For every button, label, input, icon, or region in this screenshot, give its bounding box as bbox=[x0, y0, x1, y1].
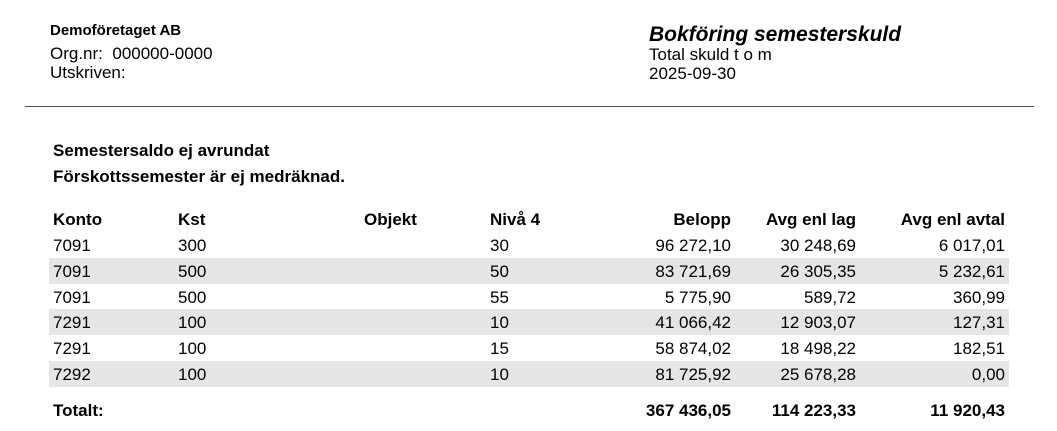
total-avg-avtal: 11 920,43 bbox=[930, 401, 1005, 420]
cell-kst: 500 bbox=[178, 261, 207, 281]
column-header-avg-lag: Avg enl lag bbox=[765, 210, 856, 229]
cell-konto: 7292 bbox=[53, 364, 91, 384]
table-row bbox=[49, 309, 1009, 335]
header-divider bbox=[25, 106, 1034, 107]
cell-avg-lag: 25 678,28 bbox=[780, 364, 856, 384]
cell-avg-avtal: 127,31 bbox=[953, 313, 1005, 333]
printed-label: Utskriven: bbox=[50, 63, 126, 82]
cell-kst: 100 bbox=[178, 364, 207, 384]
cell-belopp: 96 272,10 bbox=[655, 236, 731, 255]
cell-avg-lag: 589,72 bbox=[804, 287, 856, 307]
report-title: Bokföring semesterskuld bbox=[649, 23, 902, 46]
cell-avg-lag: 26 305,35 bbox=[780, 261, 856, 281]
cell-belopp: 41 066,42 bbox=[655, 313, 731, 333]
cell-konto: 7091 bbox=[53, 287, 91, 307]
liability-table bbox=[49, 206, 1009, 387]
company-name: Demoföretaget AB bbox=[50, 22, 182, 39]
cell-belopp: 58 874,02 bbox=[655, 339, 731, 359]
cell-konto: 7291 bbox=[53, 339, 91, 359]
column-header-konto: Konto bbox=[53, 210, 103, 229]
table-row bbox=[49, 284, 1009, 310]
org-number-label: Org.nr: bbox=[50, 44, 103, 63]
cell-niva: 55 bbox=[490, 287, 509, 307]
cell-niva: 10 bbox=[490, 313, 509, 333]
cell-belopp: 83 721,69 bbox=[655, 261, 731, 281]
cell-avg-avtal: 5 232,61 bbox=[938, 261, 1005, 281]
cell-niva: 30 bbox=[490, 236, 509, 255]
table-header-row bbox=[49, 206, 1009, 232]
cell-belopp: 81 725,92 bbox=[655, 364, 731, 384]
cell-kst: 300 bbox=[178, 236, 207, 255]
total-avg-lag: 114 223,33 bbox=[771, 401, 856, 420]
total-row bbox=[49, 397, 1009, 423]
column-header-niva: Nivå 4 bbox=[490, 210, 541, 229]
org-number-line bbox=[50, 44, 213, 63]
cell-konto: 7291 bbox=[53, 313, 91, 333]
table-row bbox=[49, 258, 1009, 284]
total-belopp: 367 436,05 bbox=[645, 401, 731, 420]
column-header-kst: Kst bbox=[178, 210, 206, 229]
note-advance-vacation: Förskottssemester är ej medräknad. bbox=[53, 167, 345, 186]
cell-kst: 100 bbox=[178, 313, 207, 333]
total-label: Totalt: bbox=[53, 401, 104, 420]
report-subtitle: Total skuld t o m bbox=[649, 45, 772, 64]
cell-avg-avtal: 6 017,01 bbox=[938, 236, 1005, 255]
cell-niva: 50 bbox=[490, 261, 509, 281]
cell-avg-avtal: 0,00 bbox=[971, 364, 1005, 384]
org-number-value: 000000-0000 bbox=[112, 44, 213, 63]
cell-niva: 15 bbox=[490, 339, 509, 359]
table-row bbox=[49, 232, 1009, 258]
cell-kst: 500 bbox=[178, 287, 207, 307]
note-rounding: Semestersaldo ej avrundat bbox=[53, 141, 270, 160]
column-header-belopp: Belopp bbox=[673, 210, 731, 229]
cell-konto: 7091 bbox=[53, 236, 91, 255]
cell-konto: 7091 bbox=[53, 261, 91, 281]
cell-avg-avtal: 182,51 bbox=[953, 339, 1005, 359]
table-row bbox=[49, 335, 1009, 361]
column-header-avg-avtal: Avg enl avtal bbox=[900, 210, 1005, 229]
cell-kst: 100 bbox=[178, 339, 207, 359]
cell-avg-avtal: 360,99 bbox=[953, 287, 1005, 307]
cell-avg-lag: 12 903,07 bbox=[780, 313, 856, 333]
column-header-objekt: Objekt bbox=[364, 210, 417, 229]
cell-avg-lag: 30 248,69 bbox=[780, 236, 856, 255]
cell-belopp: 5 775,90 bbox=[664, 287, 731, 307]
report-date: 2025-09-30 bbox=[649, 64, 736, 83]
cell-avg-lag: 18 498,22 bbox=[780, 339, 856, 359]
cell-niva: 10 bbox=[490, 364, 509, 384]
table-row bbox=[49, 361, 1009, 387]
